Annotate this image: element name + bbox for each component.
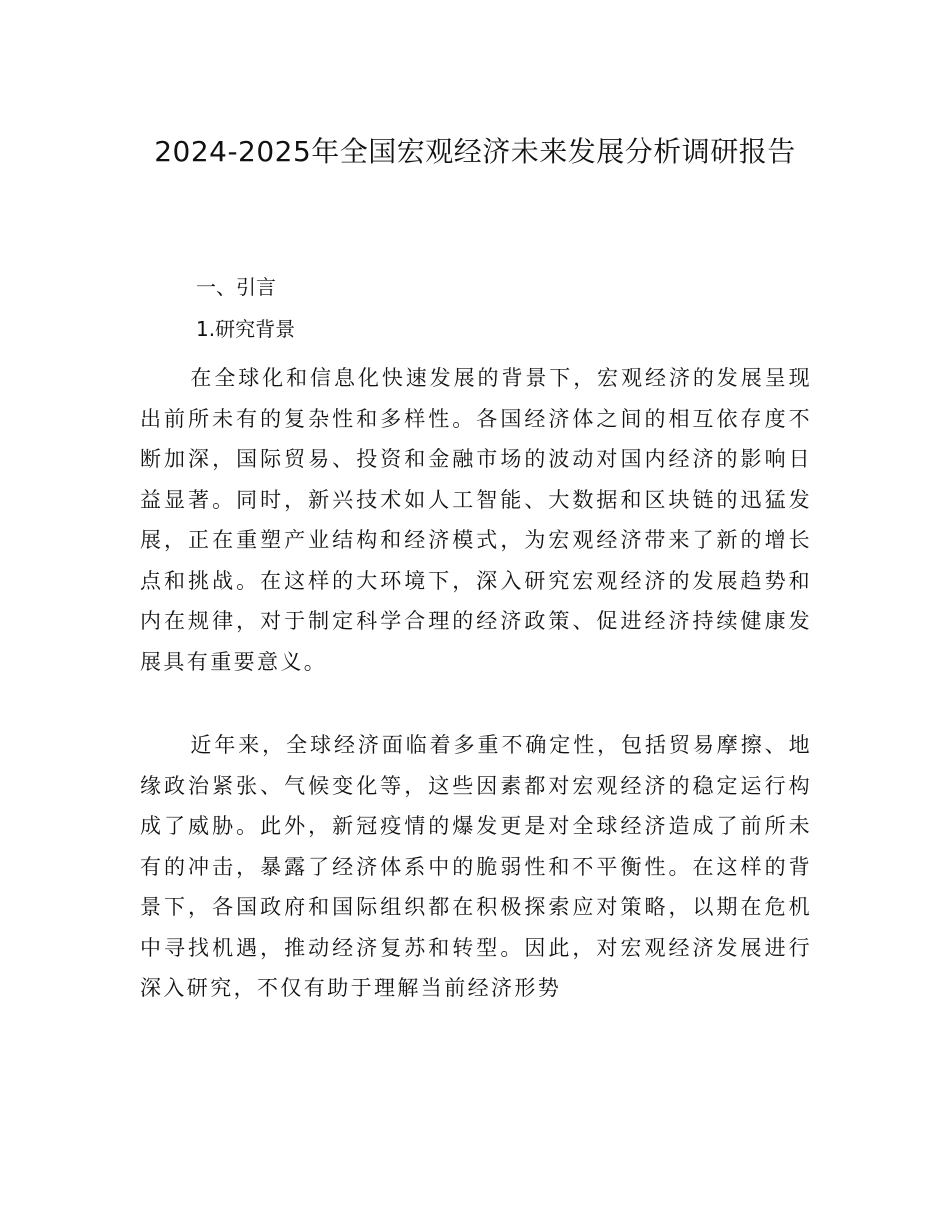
section-heading: 一、引言 <box>196 275 276 299</box>
document-title: 2024-2025年全国宏观经济未来发展分析调研报告 <box>154 134 796 168</box>
subsection-heading: 1.研究背景 <box>196 317 296 341</box>
body-paragraph-2: 近年来，全球经济面临着多重不确定性，包括贸易摩擦、地缘政治紧张、气候变化等，这些因素都对宏观经济的稳定运行构成了威胁。此外，新冠疫情的爆发更是对全球经济造成了前所未有的冲击，暴露了经济体系中的脆弱性和不平衡性。在这样的背景下，各国政府和国际组织都在积极探索应对策略，以期在危机中寻找机遇，推动经济复苏和转型。因此，对宏观经济发展进行深入研究，不仅有助于理解当前经济形势 <box>140 733 812 1000</box>
body-paragraph-1: 在全球化和信息化快速发展的背景下，宏观经济的发展呈现出前所未有的复杂性和多样性。各国经济体之间的相互依存度不断加深，国际贸易、投资和金融市场的波动对国内经济的影响日益显著。同时，新兴技术如人工智能、大数据和区块链的迅猛发展，正在重塑产业结构和经济模式，为宏观经济带来了新的增长点和挑战。在这样的大环境下，深入研究宏观经济的发展趋势和内在规律，对于制定科学合理的经济政策、促进经济持续健康发展具有重要意义。 <box>140 366 812 674</box>
